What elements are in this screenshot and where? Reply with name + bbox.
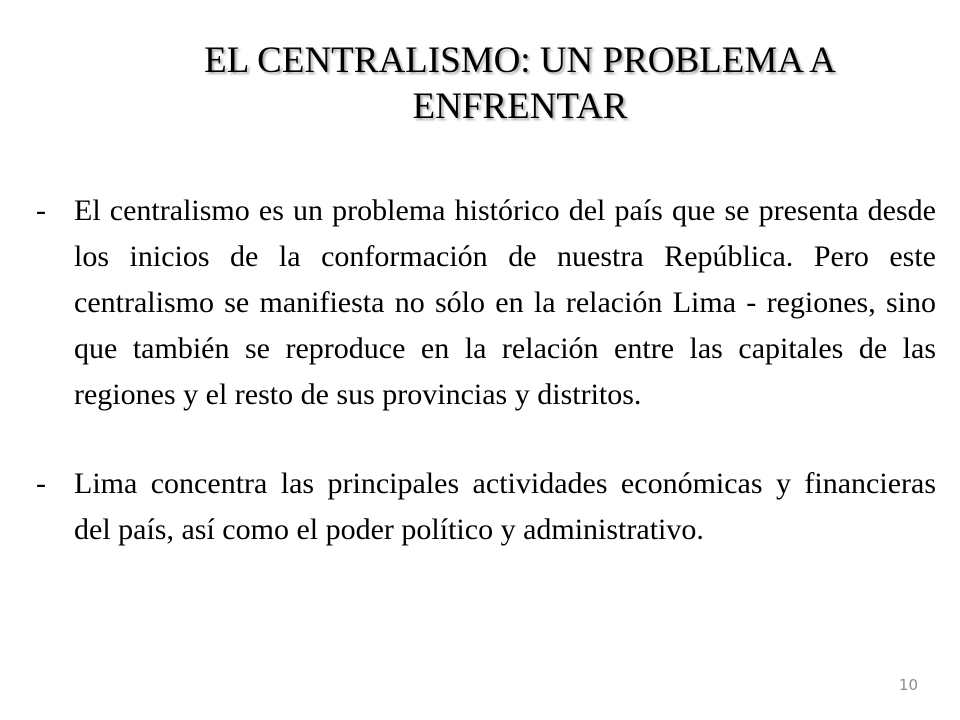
bullet-text: El centralismo es un problema histórico del país que se presenta desde los inicios de la conformación de nuestra República. Pero este centralismo se manifiesta no sólo en la relación Lima - regiones, sino que también se reproduce en la relación entre las capitales de las regiones y el resto de sus provincias y distritos. xyxy=(74,194,936,411)
page-number: 10 xyxy=(898,676,918,694)
bullet-text: Lima concentra las principales actividades económicas y financieras del país, así como el poder político y administrativo. xyxy=(74,467,936,546)
slide-body xyxy=(36,188,936,553)
bullet-marker: - xyxy=(36,467,46,500)
bullet-item xyxy=(36,461,936,553)
bullet-marker: - xyxy=(36,194,46,227)
slide-title: EL CENTRALISMO: UN PROBLEMA A ENFRENTAR xyxy=(204,40,836,127)
bullet-item xyxy=(36,188,936,418)
